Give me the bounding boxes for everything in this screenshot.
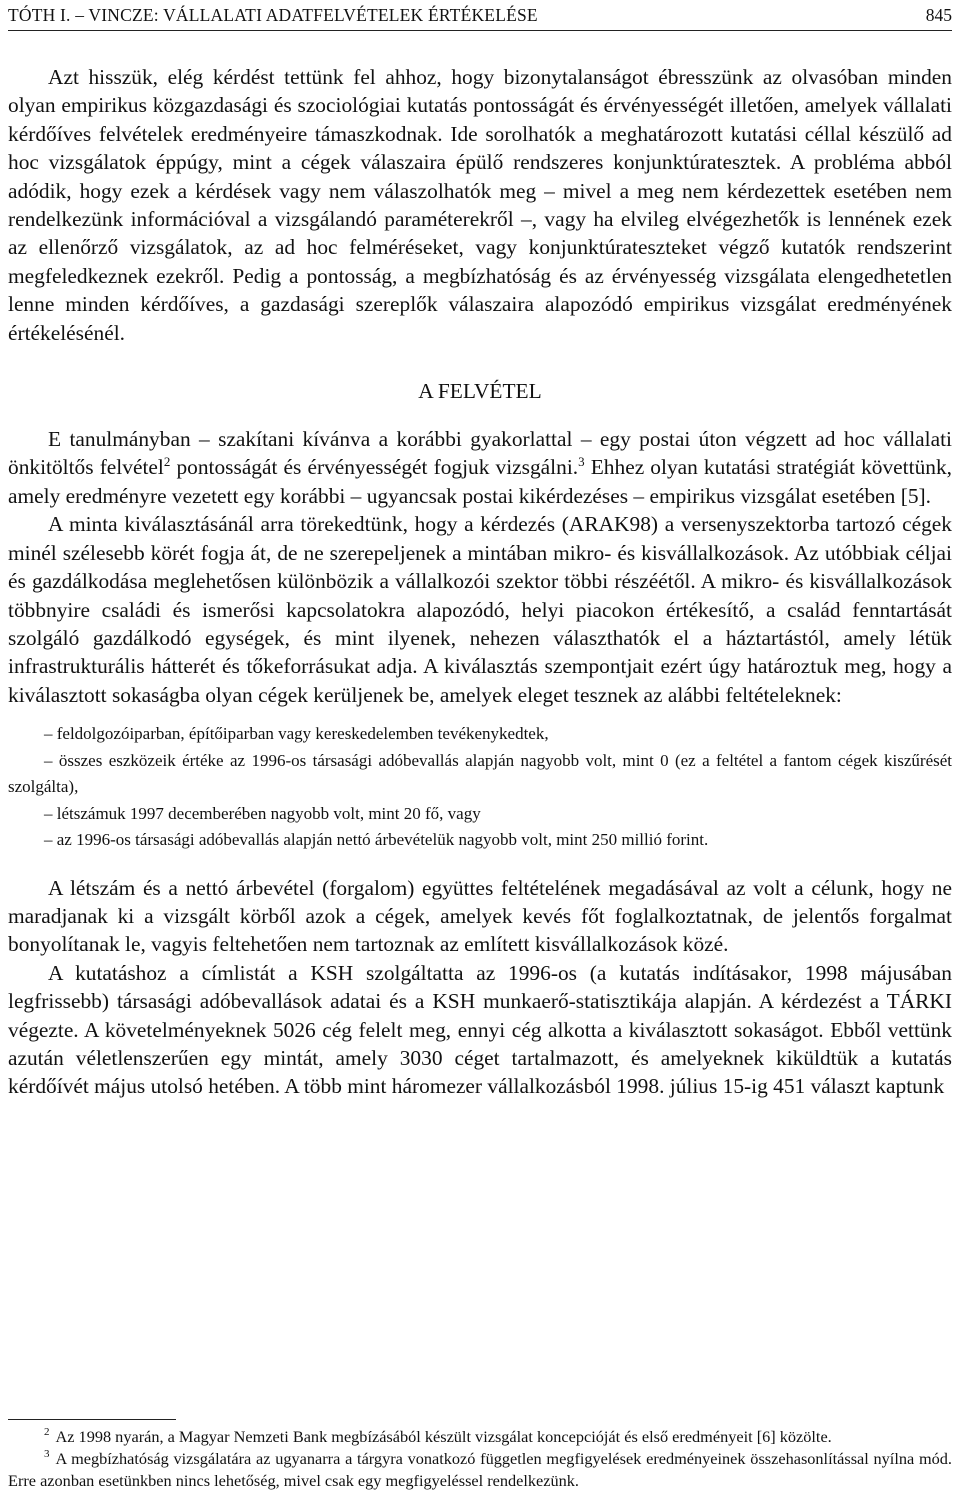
- paragraph-method: [8, 425, 952, 510]
- footnote-ref-2[interactable]: 2: [163, 454, 171, 470]
- paragraph-method-text-3: Ehhez olyan kutatási stratégiát követtünk, amely eredményre vezetett egy korábbi – ugyancsak postai kikérdezéses – empirikus vizsgálat esetében [5].: [8, 455, 952, 508]
- footnote-marker: 2: [44, 1426, 50, 1438]
- footnote-text: A megbízhatóság vizsgálatára az ugyanarra a tárgyra vonatkozó független megfigyelések eredményeinek összehasonlítással nyílna mód. Erre azonban esetünkben nincs lehetőség, mivel csak egy megfigyeléssel rendelkezünk.: [8, 1449, 952, 1490]
- page: [8, 0, 952, 1101]
- footnote-2: [8, 1426, 952, 1448]
- condition-item: – létszámuk 1997 decemberében nagyobb volt, mint 20 fő, vagy: [44, 803, 481, 823]
- footnote-marker: 3: [44, 1448, 50, 1460]
- footnote-ref-3[interactable]: 3: [578, 454, 585, 470]
- running-header: [8, 2, 952, 31]
- footnote-3: [8, 1448, 952, 1492]
- condition-item: – feldolgozóiparban, építőiparban vagy kereskedelemben tevékenykedtek,: [44, 724, 549, 744]
- running-title: TÓTH I. – VINCZE: VÁLLALATI ADATFELVÉTELEK ÉRTÉKELÉSE: [8, 5, 538, 25]
- paragraph-fieldwork: A kutatáshoz a címlistát a KSH szolgáltatta az 1996-os (a kutatás indításakor, 1998 májusában legfrissebb) társasági adóbevallások adatai és a KSH munkaerő-statisztikája alapján. A kérdezést a TÁRKI végezte. A követelményeknek 5026 cég felelt meg, ennyi cég alkotta a kiválasztott sokaságot. Ebből vettünk azután véletlenszerűen egy mintát, amely 3030 céget tartalmazott, és amelyeknek kiküldtük a kutatás kérdőívét május utolsó hetében. A több mint háromezer vállalkozásból 1998. július 15-ig 451 választ kaptunk: [8, 960, 952, 1099]
- page-number: 845: [925, 5, 952, 25]
- paragraph-method-text-2: pontosságát és érvényességét fogjuk vizsgálni.: [170, 455, 579, 480]
- condition-item: – az 1996-os társasági adóbevallás alapján nettó árbevételük nagyobb volt, mint 250 millió forint.: [44, 830, 709, 850]
- footnote-text: Az 1998 nyarán, a Magyar Nemzeti Bank megbízásából készült vizsgálat koncepcióját és első eredményeit [6] közölte.: [55, 1427, 832, 1446]
- footnotes: [8, 1419, 952, 1492]
- conditions-list: [8, 721, 952, 854]
- paragraph-method-text-1: E tanulmányban – szakítani kívánva a korábbi gyakorlattal – egy postai úton végzett ad hoc vállalati önkitöltős felvétel: [8, 427, 952, 480]
- condition-item: – összes eszközeik értéke az 1996-os társasági adóbevallás alapján nagyobb volt, mint 0 (ez a feltétel a fantom cégek kiszűrését szolgálta),: [8, 750, 952, 797]
- intro-paragraph: Azt hisszük, elég kérdést tettünk fel ahhoz, hogy bizonytalanságot ébresszünk az olvasóban minden olyan empirikus közgazdasági és szociológiai kutatás pontosságát és érvényességét illetően, amelyek vállalati kérdőíves felvételek eredményeire támaszkodnak. Ide sorolhatók a meghatározott kutatási céllal készülő ad hoc vizsgálatok éppúgy, mint a cégek válaszaira épülő rendszeres konjunktúratesztek. A probléma abból adódik, hogy ezek a kérdések vagy nem válaszolhatók meg – mivel a meg nem kérdezettek esetében nem rendelkezünk információval a vizsgálandó paraméterekről –, vagy ha elvileg elvégezhetők is lennének ezek az ellenőrző vizsgálatok, az ad hoc felméréseket, vagy konjunktúrateszteket végző kutatók rendszerint megfeledkeznek ezekről. Pedig a pontosság, a megbízhatóság és az érvényesség vizsgálata elengedhetetlen lenne minden kérdőíves, a gazdasági szereplők válaszaira alapozódó empirikus vizsgálat eredményének értékelésénél.: [8, 65, 952, 345]
- section-title: A FELVÉTEL: [418, 379, 542, 404]
- paragraph-criteria: A létszám és a nettó árbevétel (forgalom) együttes feltételének megadásával az volt a célunk, hogy ne maradjanak ki a vizsgált körből azok a cégek, amelyek kevés főt foglalkoztatnak, de jelentős forgalmat bonyolítanak le, vagyis feltehetően nem tartoznak az említett kisvállalkozások közé.: [8, 875, 952, 957]
- paragraph-sample: A minta kiválasztásánál arra törekedtünk, hogy a kérdezés (ARAK98) a versenyszektorba tartozó cégek minél szélesebb körét fogja át, de ne szerepeljenek a mintában mikro- és kisvállalkozások. Az utóbbiak céljai és gazdálkodása meglehetősen különbözik a vállalkozói szektor többi részéétől. A mikro- és kisvállalkozások többnyire családi és ismerősi kapcsolatokra alapozódó, helyi piacokon értékesítő, a család fenntartását szolgáló gazdálkodó egységek, és mint ilyenek, nehezen választhatók el a háztartástól, amely létük infrastrukturális hátterét és tőkeforrásukat adja. A kiválasztás szempontjait ezért úgy határoztuk meg, hogy a kiválasztott sokaságba olyan cégek kerüljenek be, amelyek eleget tesznek az alábbi feltételeknek:: [8, 512, 952, 707]
- footnote-divider: [8, 1419, 176, 1420]
